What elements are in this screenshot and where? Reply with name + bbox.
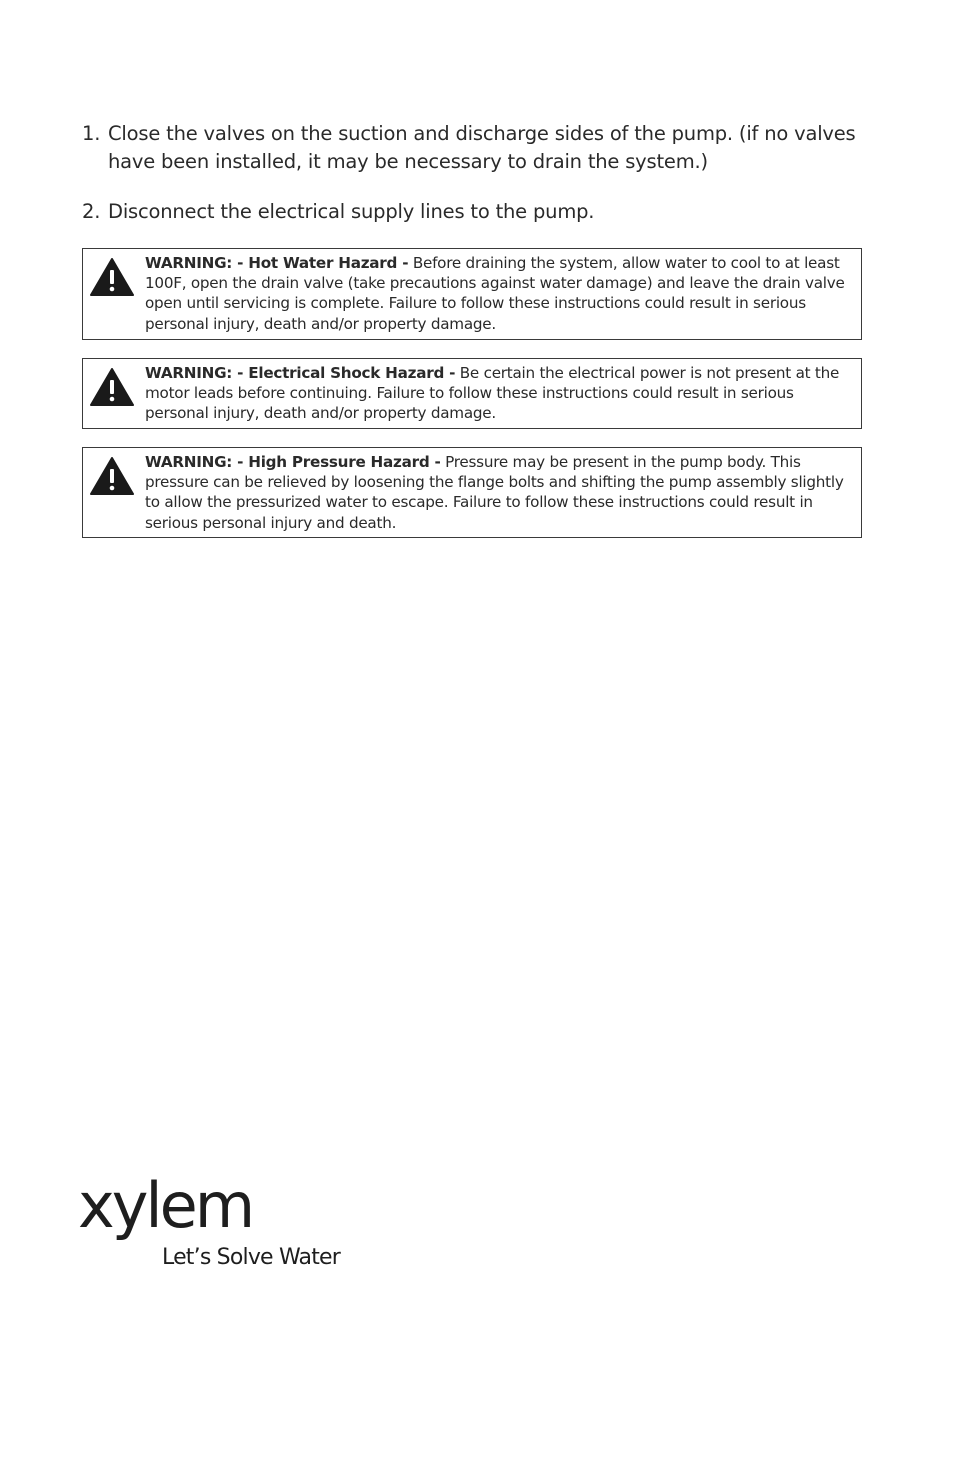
warning-box-electrical-shock [82, 358, 862, 429]
step-text: Disconnect the electrical supply lines to the pump. [108, 200, 595, 223]
warning-label: WARNING: - High Pressure Hazard - [145, 453, 441, 471]
logo-tagline: Let’s Solve Water [162, 1245, 340, 1270]
warning-body: Before draining the system, allow water to cool to at least 100F, open the drain valve (take precautions against water damage) and leave the drain valve open until servicing is complete. Failure to follow these instructions could result in serious personal injury, death and/or property damage. [145, 254, 845, 333]
warning-box-high-pressure [82, 447, 862, 538]
warning-text [145, 363, 853, 424]
warning-body: Pressure may be present in the pump body. This pressure can be relieved by loosening the flange bolts and shifting the pump assembly slightly to allow the pressurized water to escape. Failure to follow these instructions could result in serious personal injury and death. [145, 453, 844, 532]
step-item [82, 198, 872, 226]
warning-triangle-icon [89, 367, 135, 407]
xylem-logo [78, 1168, 378, 1278]
warning-triangle-icon [89, 257, 135, 297]
instruction-steps [82, 120, 872, 248]
warning-text [145, 452, 853, 533]
step-number: 2. [82, 200, 101, 223]
step-number: 1. [82, 122, 101, 145]
warning-label: WARNING: - Hot Water Hazard - [145, 254, 409, 272]
warning-triangle-icon [89, 456, 135, 496]
warning-box-hot-water [82, 248, 862, 340]
step-text: Close the valves on the suction and discharge sides of the pump. (if no valves have been installed, it may be necessary to drain the system.) [108, 122, 856, 173]
logo-wordmark: xylem [78, 1169, 253, 1242]
step-item [82, 120, 872, 176]
warning-label: WARNING: - Electrical Shock Hazard - [145, 364, 456, 382]
warning-text [145, 253, 853, 334]
warning-body: Be certain the electrical power is not present at the motor leads before continuing. Failure to follow these instructions could result in serious personal injury, death and/or property damage. [145, 364, 840, 423]
